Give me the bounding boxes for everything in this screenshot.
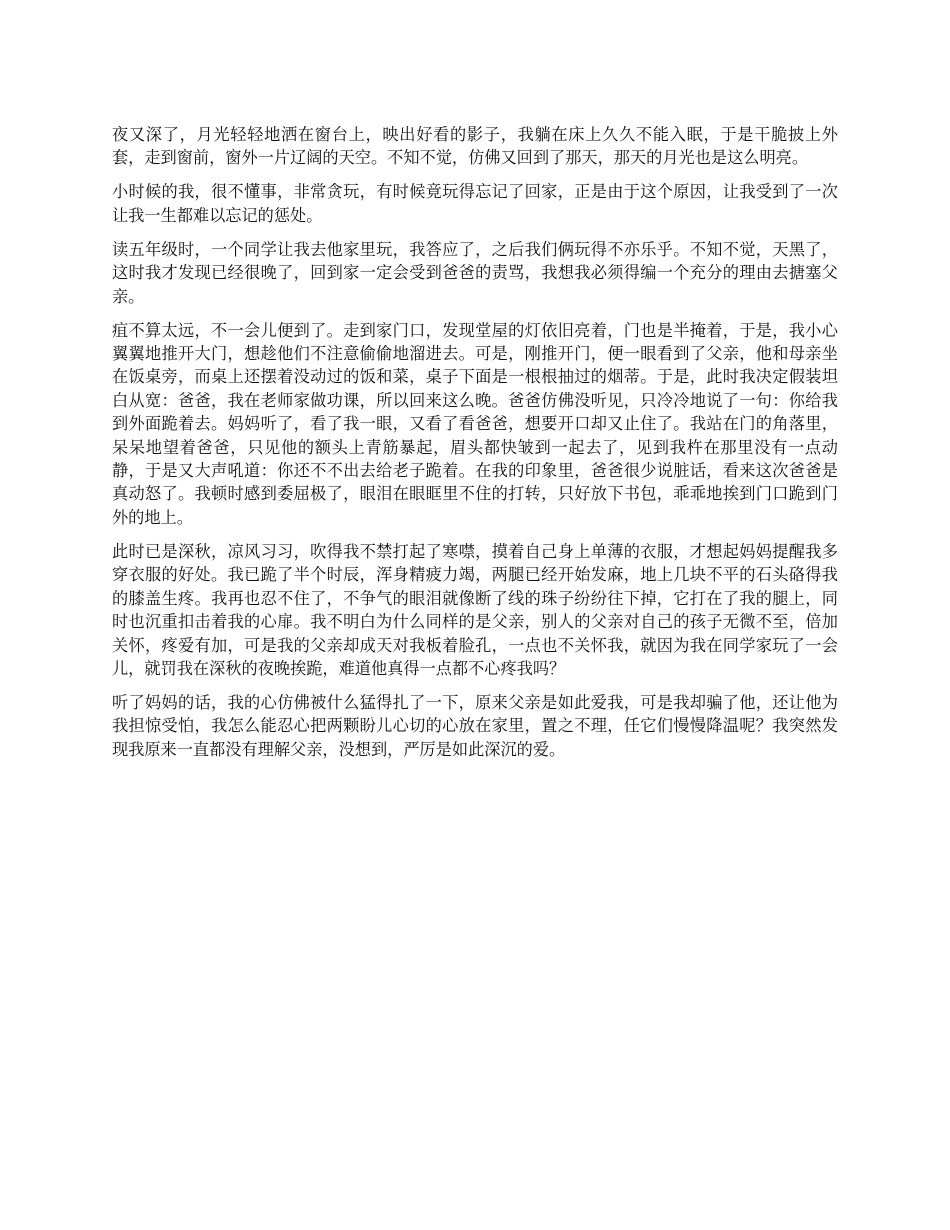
paragraph-6: 听了妈妈的话，我的心仿佛被什么猛得扎了一下，原来父亲是如此爱我，可是我却骗了他，还让他为我担惊受怕，我怎么能忍心把两颗盼儿心切的心放在家里，置之不理，任它们慢慢降温呢？我突然发现我原来一直都没有理解父亲，没想到，严厉是如此深沉的爱。: [112, 692, 838, 759]
document-body: [112, 123, 838, 772]
paragraph-1: 夜又深了，月光轻轻地洒在窗台上，映出好看的影子，我躺在床上久久不能入眠，于是干脆披上外套，走到窗前，窗外一片辽阔的天空。不知不觉，仿佛又回到了那天，那天的月光也是这么明亮。: [112, 125, 838, 168]
paragraph-2: 小时候的我，很不懂事，非常贪玩，有时候竟玩得忘记了回家，正是由于这个原因，让我受到了一次让我一生都难以忘记的惩处。: [112, 182, 838, 225]
paragraph-5: 此时已是深秋，凉风习习，吹得我不禁打起了寒噤，摸着自己身上单薄的衣服，才想起妈妈提醒我多穿衣服的好处。我已跪了半个时辰，浑身精疲力竭，两腿已经开始发麻，地上几块不平的石头硌得我的膝盖生疼。我再也忍不住了，不争气的眼泪就像断了线的珠子纷纷往下掉，它打在了我的腿上，同时也沉重扣击着我的心扉。我不明白为什么同样的是父亲，别人的父亲对自己的孩子无微不至，倍加关怀，疼爱有加，可是我的父亲却成天对我板着脸孔，一点也不关怀我，就因为我在同学家玩了一会儿，就罚我在深秋的夜晚挨跪，难道他真得一点都不心疼我吗？: [112, 541, 838, 678]
paragraph-4: 疽不算太远，不一会儿便到了。走到家门口，发现堂屋的灯依旧亮着，门也是半掩着，于是，我小心翼翼地推开大门，想趁他们不注意偷偷地溜进去。可是，刚推开门，便一眼看到了父亲，他和母亲坐在饭桌旁，而桌上还摆着没动过的饭和菜，桌子下面是一根根抽过的烟蒂。于是，此时我决定假装坦白从宽：爸爸，我在老师家做功课，所以回来这么晚。爸爸仿佛没听见，只冷冷地说了一句：你给我到外面跪着去。妈妈听了，看了我一眼，又看了看爸爸，想要开口却又止住了。我站在门的角落里，呆呆地望着爸爸，只见他的额头上青筋暴起，眉头都快皱到一起去了，见到我杵在那里没有一点动静，于是又大声吼道：你还不不出去给老子跪着。在我的印象里，爸爸很少说脏话，看来这次爸爸是真动怒了。我顿时感到委屈极了，眼泪在眼眶里不住的打转，只好放下书包，乖乖地挨到门口跪到门外的地上。: [112, 320, 838, 527]
paragraph-3: 读五年级时，一个同学让我去他家里玩，我答应了，之后我们俩玩得不亦乐乎。不知不觉，天黑了，这时我才发现已经很晚了，回到家一定会受到爸爸的责骂，我想我必须得编一个充分的理由去搪塞父亲。: [112, 239, 838, 306]
